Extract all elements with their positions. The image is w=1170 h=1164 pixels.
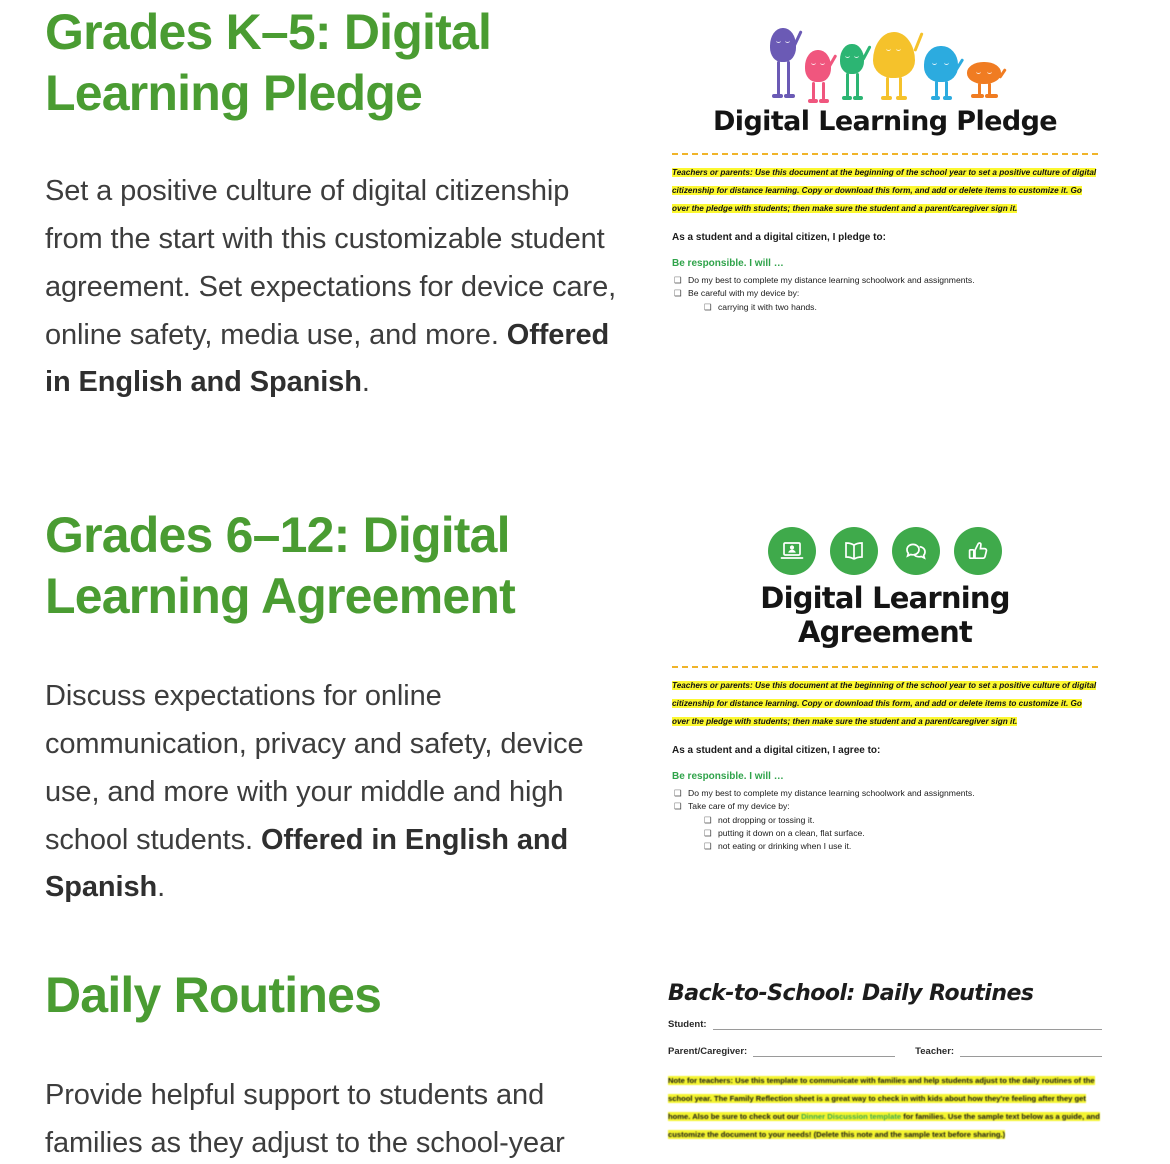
blue-character: [924, 44, 958, 104]
open-book-icon: [830, 527, 878, 575]
checkbox-icon: ❑: [674, 275, 682, 285]
page-title-daily-routines: Daily Routines: [45, 967, 382, 1023]
pledge-group-heading: Be responsible. I will …: [672, 258, 784, 269]
routines-note-wrap: [668, 1070, 1102, 1142]
routines-doc-title: Back-to-School: Daily Routines: [668, 981, 1034, 1006]
k5-text-column: [0, 0, 660, 407]
routines-document-thumbnail[interactable]: [660, 965, 1112, 1164]
list-item-label: Do my best to complete my distance learning schoolwork and assignments.: [688, 275, 975, 285]
agreement-dashed-divider: [672, 666, 1098, 668]
agreement-text-column: [0, 505, 660, 912]
agreement-highlight-note: Teachers or parents: Use this document at the beginning of the school year to set a positive culture of digital citizenship for distance learning. Copy or download this form, and add or delete items to customize it. Go over the pledge with students; then make sure the student and a parent/caregiver sign it.: [672, 681, 1097, 726]
k5-thumbnail-column: [660, 0, 1170, 407]
laptop-person-icon: [768, 527, 816, 575]
pledge-logo-title: Digital Learning Pledge: [712, 106, 1058, 137]
routines-text-column: [0, 965, 660, 1164]
student-field-label: Student:: [668, 1019, 707, 1030]
yellow-character: [873, 30, 915, 104]
agreement-description-tail: .: [157, 871, 166, 904]
student-field-row: [668, 1019, 1102, 1030]
pledge-dashed-divider: [672, 153, 1098, 155]
agreement-lead-line: As a student and a digital citizen, I agree to:: [672, 745, 881, 756]
list-item-label: Do my best to complete my distance learning schoolwork and assignments.: [688, 788, 975, 798]
agreement-document-thumbnail[interactable]: [660, 505, 1112, 875]
pink-character: [805, 46, 831, 104]
list-item-label: not eating or drinking when I use it.: [718, 841, 852, 852]
list-item-label: not dropping or tossing it.: [718, 814, 815, 825]
agreement-description-plain: Discuss expectations for online communication, privacy and safety, device use, and more with your middle and high school students.: [45, 680, 584, 856]
section-daily-routines: [0, 965, 1170, 1164]
pledge-item-list: [672, 274, 1098, 314]
routines-note-before: Note for teachers: Use this template to communicate with families and help students adjust to the daily routines of the school year. The Family Reflection sheet is a great way to check in with kids about how they're feeling after they get home. Also be sure to check out our: [668, 1076, 1095, 1121]
orange-character: [967, 60, 1001, 104]
teacher-field-rule[interactable]: [960, 1046, 1102, 1057]
list-item-label: Take care of my device by:: [688, 801, 790, 812]
parent-caregiver-field-label: Parent/Caregiver:: [668, 1046, 748, 1057]
pledge-characters-illustration: [672, 16, 1098, 104]
purple-character: [770, 26, 796, 104]
agreement-description-bold: Offered in English and Spanish: [45, 823, 569, 904]
list-item-label: putting it down on a clean, flat surface.: [718, 827, 865, 838]
k5-description-plain: Set a positive culture of digital citizenship from the start with this customizable student agreement. Set expectations for device care, online safety, media use, and more.: [45, 175, 617, 351]
list-item: [672, 827, 1098, 840]
list-item: [672, 814, 1098, 827]
agreement-description: [45, 673, 620, 912]
checkbox-icon: ❑: [704, 301, 712, 312]
checkbox-icon: ❑: [704, 814, 712, 825]
pledge-document-thumbnail[interactable]: [660, 0, 1112, 360]
routines-thumbnail-column: [660, 965, 1170, 1164]
checkbox-icon: ❑: [674, 788, 682, 798]
speech-bubbles-icon: [892, 527, 940, 575]
section-6-12-agreement: [0, 505, 1170, 912]
agreement-group-heading: Be responsible. I will …: [672, 771, 784, 782]
list-item: [672, 800, 1098, 813]
pledge-highlight-note-wrap: [672, 162, 1098, 216]
routines-description-plain: Provide helpful support to students and families as they adjust to the school-year: [45, 1079, 565, 1159]
list-item: [672, 287, 1098, 300]
k5-description-bold: Offered in English and Spanish: [45, 318, 610, 399]
student-field-rule[interactable]: [713, 1019, 1102, 1030]
checkbox-icon: ❑: [674, 288, 682, 299]
parent-teacher-field-row: [668, 1046, 1102, 1057]
list-item: [672, 274, 1098, 287]
teacher-field-label: Teacher:: [915, 1046, 955, 1057]
list-item-label: Be careful with my device by:: [688, 288, 800, 299]
k5-description-tail: .: [361, 366, 370, 399]
parent-caregiver-field-rule[interactable]: [753, 1046, 895, 1057]
list-item: [672, 840, 1098, 853]
page-title-k5: Grades K–5: Digital Learning Pledge: [45, 4, 492, 121]
agreement-highlight-note-wrap: [672, 675, 1098, 729]
thumbs-up-icon: [954, 527, 1002, 575]
list-item-label: carrying it with two hands.: [718, 301, 817, 312]
green-character: [840, 40, 864, 104]
list-item: [672, 787, 1098, 800]
dinner-discussion-link[interactable]: Dinner Discussion template: [801, 1112, 902, 1121]
agreement-thumbnail-column: [660, 505, 1170, 912]
routines-description: [45, 1072, 620, 1164]
checkbox-icon: ❑: [704, 827, 712, 838]
agreement-logo-title: Digital Learning Agreement: [760, 581, 1010, 649]
pledge-lead-line: As a student and a digital citizen, I pledge to:: [672, 232, 886, 243]
checkbox-icon: ❑: [704, 841, 712, 852]
agreement-icon-row: [672, 527, 1098, 575]
list-item: [672, 301, 1098, 314]
pledge-highlight-note: Teachers or parents: Use this document at the beginning of the school year to set a positive culture of digital citizenship for distance learning. Copy or download this form, and add or delete items to customize it. Go over the pledge with students; then make sure the student and a parent/caregiver sign it.: [672, 168, 1097, 213]
k5-description: [45, 168, 620, 407]
routines-note-after: for families. Use the sample text below as a guide, and customize the document to your needs! (Delete this note and the sample text before sharing.): [668, 1112, 1100, 1139]
routines-note: [668, 1076, 1100, 1139]
section-k5-pledge: [0, 0, 1170, 407]
agreement-item-list: [672, 787, 1098, 854]
checkbox-icon: ❑: [674, 801, 682, 812]
page-title-6-12: Grades 6–12: Digital Learning Agreement: [45, 507, 515, 624]
